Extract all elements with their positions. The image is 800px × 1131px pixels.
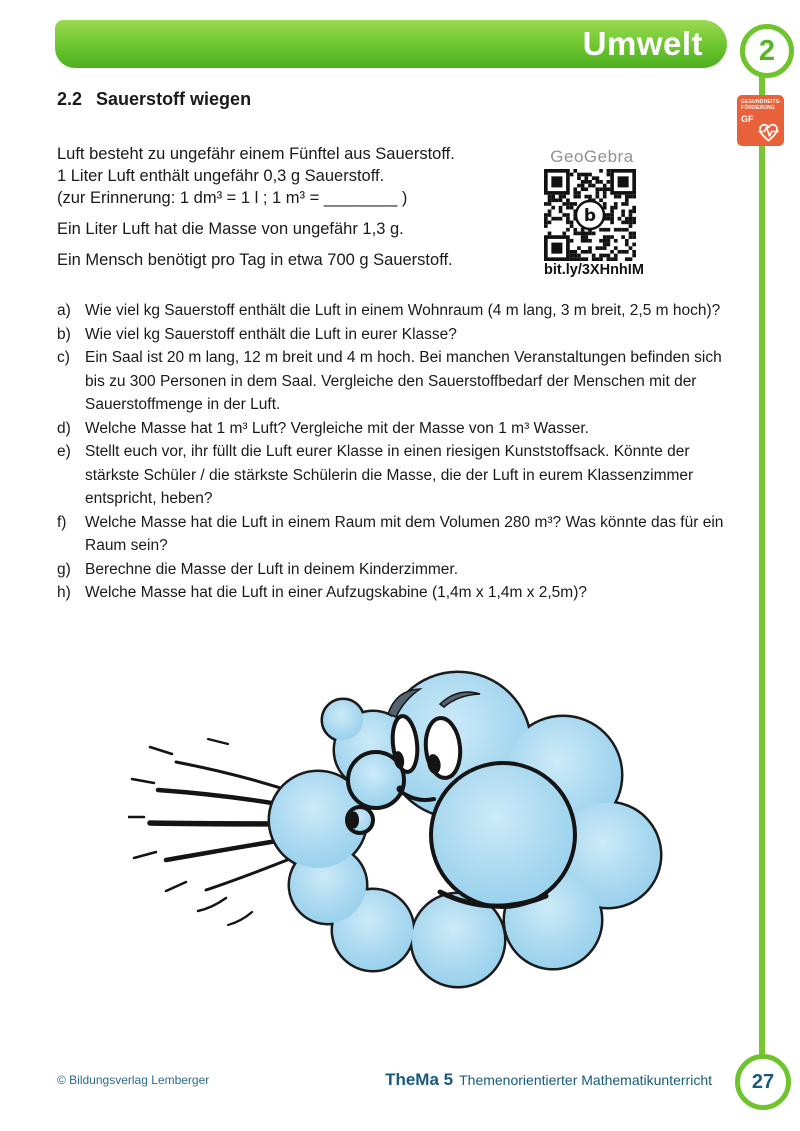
task-text: Welche Masse hat die Luft in einer Aufzugskabine (1,4m x 1,4m x 2,5m)?: [85, 584, 587, 601]
cloud-lips: [347, 807, 373, 833]
copyright-text: © Bildungsverlag Lemberger: [57, 1073, 210, 1087]
task-item-d: [57, 417, 735, 441]
task-text: Welche Masse hat die Luft in einem Raum mit dem Volumen 280 m³? Was könnte das für ein Raum sein?: [85, 513, 724, 554]
bitly-link-text: bit.ly/3XHnhIM: [544, 262, 644, 278]
task-label: e): [57, 443, 71, 460]
task-text: Welche Masse hat 1 m³ Luft? Vergleiche mit der Masse von 1 m³ Wasser.: [85, 419, 589, 437]
task-label: g): [57, 560, 71, 578]
task-item-b: [57, 323, 735, 347]
qr-code: [544, 169, 636, 261]
cloud-illustration: [128, 640, 673, 990]
section-title-text: Sauerstoff wiegen: [96, 89, 252, 109]
task-text: Berechne die Masse der Luft in deinem Kinderzimmer.: [85, 560, 459, 578]
chapter-title: Umwelt: [582, 25, 703, 62]
task-item-a: [57, 299, 735, 323]
task-label: f): [57, 513, 67, 531]
intro-line2: 1 Liter Luft enthält ungefähr 0,3 g Sauerstoff.: [57, 167, 385, 185]
task-text: Wie viel kg Sauerstoff enthält die Luft in einem Wohnraum (4 m lang, 3 m breit, 2,5 m hoch)?: [85, 302, 721, 319]
badge-line1: GESUNDHEITS-: [741, 99, 782, 105]
svg-text:b: b: [583, 206, 597, 226]
task-item-e: [57, 440, 735, 511]
task-label: a): [57, 302, 71, 319]
task-text: Ein Saal ist 20 m lang, 12 m breit und 4 m hoch. Bei manchen Veranstaltungen befinden sich bis zu 300 Personen in dem Saal. Vergleiche den Sauerstoffbedarf der Menschen mit der Sauerstoffmenge in der Luft.: [85, 349, 722, 413]
page-number-circle: [735, 1054, 791, 1110]
heart-pulse-icon: [755, 119, 782, 144]
intro-text: [57, 143, 537, 271]
task-label: h): [57, 584, 71, 601]
task-item-c: [57, 346, 735, 417]
task-list: [57, 299, 735, 605]
section-title: [57, 89, 251, 110]
task-label: c): [57, 349, 70, 366]
task-label: b): [57, 325, 71, 343]
footer-brand-subtitle: Themenorientierter Mathematikunterricht: [459, 1072, 712, 1088]
task-text: Wie viel kg Sauerstoff enthält die Luft in eurer Klasse?: [85, 325, 457, 343]
intro-line1: Luft besteht zu ungefähr einem Fünftel aus Sauerstoff.: [57, 145, 455, 163]
chapter-header-bar: [55, 20, 727, 68]
chapter-side-line: [759, 76, 765, 1055]
footer-brand-name: TheMa 5: [385, 1070, 454, 1089]
intro-para2: Ein Liter Luft hat die Masse von ungefähr 1,3 g.: [57, 220, 404, 238]
section-number: 2.2: [57, 89, 83, 109]
qr-block: [544, 147, 644, 278]
badge-line2: FÖRDERUNG: [741, 105, 776, 111]
task-item-h: [57, 581, 735, 605]
geogebra-logo-text: GeoGebra: [550, 147, 634, 166]
task-text: Stellt euch vor, ihr füllt die Luft eurer Klasse in einen riesigen Kunststoffsack. Könnte der stärkste Schüler / die stärkste Schülerin die Masse, die der Luft in eurem Klassenzimmer entspricht, heben?: [85, 443, 694, 507]
chapter-number-circle: [740, 24, 794, 78]
health-promotion-badge: [737, 95, 784, 146]
task-item-g: [57, 558, 735, 582]
cloud-cheek: [431, 763, 575, 907]
intro-line3: (zur Erinnerung: 1 dm³ = 1 l ; 1 m³ = ________ ): [57, 189, 408, 207]
footer-brand: [385, 1070, 712, 1090]
chapter-number: 2: [758, 34, 776, 67]
intro-para3: Ein Mensch benötigt pro Tag in etwa 700 g Sauerstoff.: [57, 251, 453, 269]
page-number: 27: [751, 1070, 775, 1093]
task-item-f: [57, 511, 735, 558]
task-label: d): [57, 419, 71, 437]
badge-abbr: GF: [741, 114, 754, 124]
